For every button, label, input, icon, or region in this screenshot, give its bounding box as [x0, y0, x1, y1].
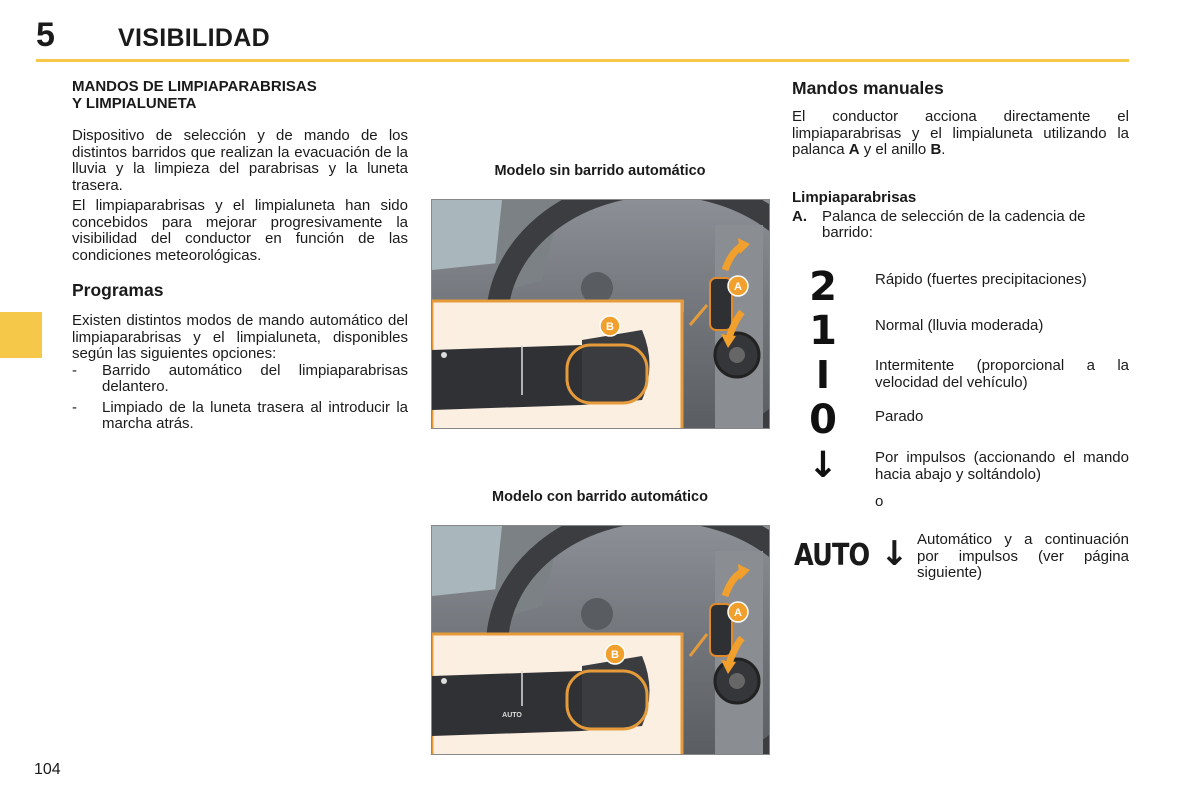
right-column	[792, 78, 1129, 242]
manual-controls-heading: Mandos manuales	[792, 78, 944, 98]
chapter-side-tab	[0, 312, 42, 358]
chapter-number: 5	[36, 16, 55, 54]
intro-paragraph-2: El limpiaparabrisas y el limpialuneta han sido concebidos para mejorar progresivamente la visibilidad del conductor en función de las condiciones meteorológicas.	[72, 197, 408, 264]
auto-icon: AUTO	[794, 538, 870, 573]
photo-stalk-without-auto	[431, 199, 770, 429]
intermittent-icon: I	[815, 353, 831, 397]
label-a: A	[734, 281, 742, 293]
arrow-down-icon: ↓	[880, 534, 909, 574]
left-column	[72, 78, 408, 437]
caption-without-auto: Modelo sin barrido automático	[494, 163, 706, 179]
list-item: - Barrido automático del limpiaparabrisas delantero.	[72, 361, 408, 395]
speed-2-icon: 2	[809, 264, 837, 310]
auto-mark: AUTO	[502, 712, 522, 719]
list-item: - Limpiado de la luneta trasera al introducir la marcha atrás.	[72, 398, 408, 432]
stalk-illustration	[432, 200, 770, 429]
off-0-icon: 0	[809, 397, 837, 443]
chapter-title: VISIBILIDAD	[118, 24, 270, 52]
intro-paragraph-1: Dispositivo de selección y de mando de los distintos barridos que realizan la evacuación de la lluvia y la limpieza del parabrisas y la luneta trasera.	[72, 127, 408, 194]
programs-heading: Programas	[72, 280, 164, 300]
programs-list	[72, 363, 408, 433]
photo-stalk-with-auto	[431, 525, 770, 755]
main-heading: MANDOS DE LIMPIAPARABRISAS Y LIMPIALUNETA	[72, 78, 317, 112]
lever-a-description: A. Palanca de selección de la cadencia de barrido:	[792, 207, 1086, 241]
speed-1-icon: 1	[809, 308, 837, 354]
caption-with-auto: Modelo con barrido automático	[492, 489, 708, 505]
label-a: A	[734, 607, 742, 619]
header-rule	[36, 59, 1129, 62]
stalk-illustration	[432, 526, 770, 755]
programs-paragraph: Existen distintos modos de mando automático del limpiaparabrisas y el limpialuneta, disponibles según las siguientes opciones:	[72, 312, 408, 362]
page-number: 104	[34, 761, 61, 778]
wiper-heading: Limpiaparabrisas	[792, 188, 917, 206]
label-b: B	[611, 649, 619, 661]
arrow-down-icon: ↓	[807, 445, 839, 486]
label-b: B	[606, 321, 614, 333]
manual-controls-paragraph: El conductor acciona directamente el limpiaparabrisas y el limpialuneta utilizando la palanca A y el anillo B.	[792, 108, 1129, 158]
